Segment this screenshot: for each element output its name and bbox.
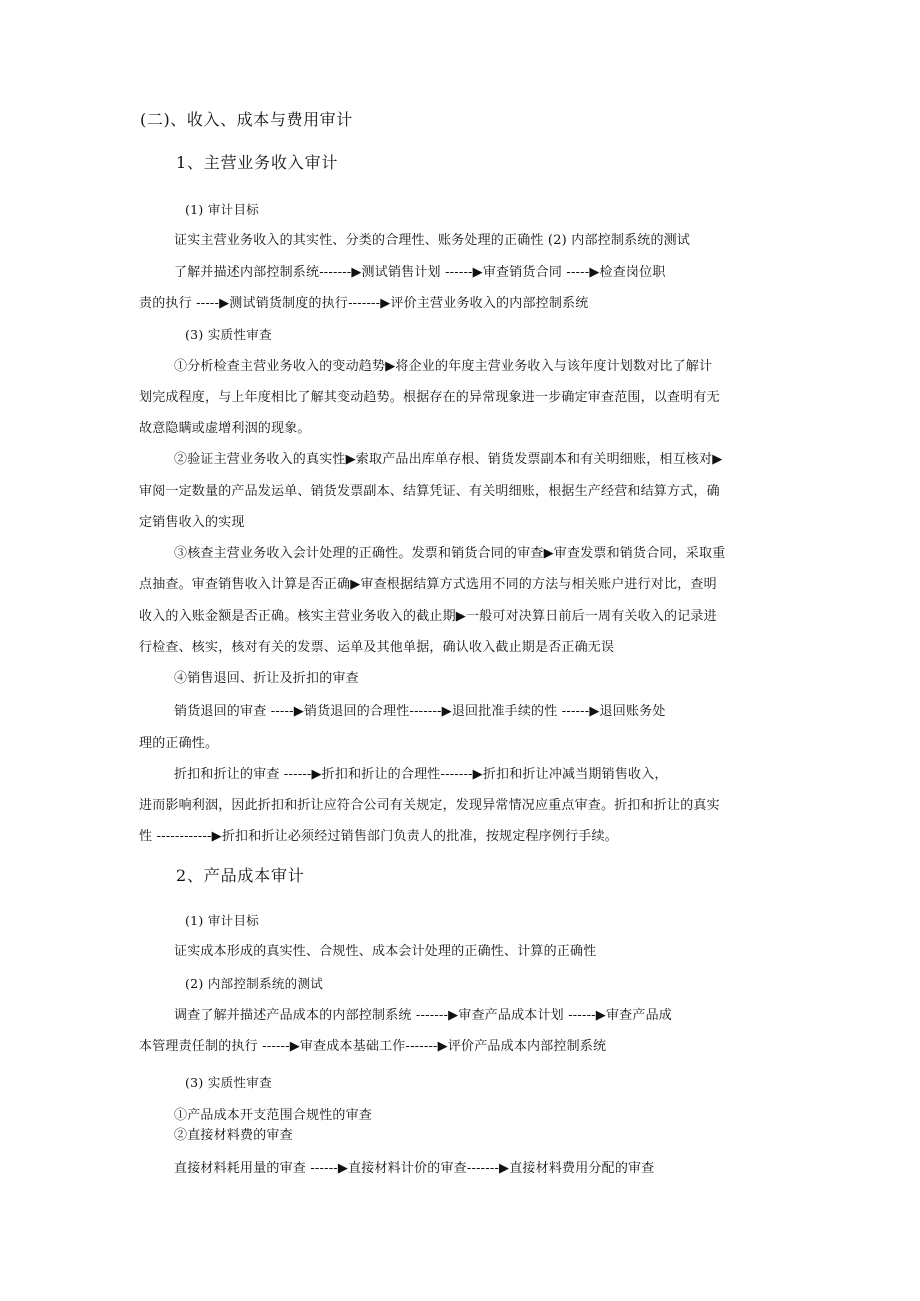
s1-p3-line-2: 点抽查。审查销售收入计算是否正确▶审查根据结算方式选用不同的方法与相关账户进行对比，查明 <box>139 577 717 592</box>
s1-objective-heading: (1) 审计目标 <box>185 202 260 217</box>
s1-objective-line: 证实主营业务收入的其实性、分类的合理性、账务处理的正确性 (2) 内部控制系统的测试 <box>174 233 691 248</box>
s2-title: 2、产品成本审计 <box>176 866 305 885</box>
s1-p3-line-1: ③核查主营业务收入会计处理的正确性。发票和销货合同的审查▶审查发票和销货合同，采取重 <box>174 546 726 561</box>
s1-title: 1、主营业务收入审计 <box>176 153 339 172</box>
section-heading: (二)、收入、成本与费用审计 <box>140 110 353 129</box>
s1-p1-line-2: 划完成程度，与上年度相比了解其变动趋势。根据存在的异常现象进一步确定审查范围，以查明有无 <box>139 390 720 405</box>
s2-objective-line: 证实成本形成的真实性、合规性、成本会计处理的正确性、计算的正确性 <box>174 944 597 959</box>
s1-p4-heading: ④销售退回、折让及折扣的审查 <box>174 671 359 686</box>
s2-item-2: ②直接材料费的审查 <box>174 1128 293 1143</box>
s1-p2-line-3: 定销售收入的实现 <box>139 515 245 530</box>
s1-p4-a-line-1: 销货退回的审查 -----▶销货退回的合理性-------▶退回批准手续的性 ------▶退回账务处 <box>174 704 666 719</box>
s1-substantive-heading: (3) 实质性审查 <box>185 327 272 342</box>
s2-ic-line-1: 调查了解并描述产品成本的内部控制系统 -------▶审查产品成本计划 ------▶审查产品成 <box>174 1008 672 1023</box>
s2-item-1: ①产品成本开支范围合规性的审查 <box>174 1108 373 1123</box>
s1-p3-line-3: 收入的入账金额是否正确。核实主营业务收入的截止期▶一般可对决算日前后一周有关收入的记录进 <box>139 609 717 624</box>
s1-p4-b-line-3: 性 ------------▶折扣和折让必须经过销售部门负责人的批准，按规定程序例行手续。 <box>139 829 618 844</box>
s2-ic-line-2: 本管理责任制的执行 ------▶审查成本基础工作-------▶评价产品成本内部控制系统 <box>139 1039 607 1054</box>
s1-p2-line-1: ②验证主营业务收入的真实性▶索取产品出库单存根、销货发票副本和有关明细账，相互核对▶ <box>174 452 723 467</box>
s1-p4-b-line-1: 折扣和折让的审查 ------▶折扣和折让的合理性-------▶折扣和折让冲减当期销售收入， <box>174 767 668 782</box>
s1-p4-a-line-2: 理的正确性。 <box>139 736 219 751</box>
s1-p1-line-3: 故意隐瞒或虚增利洇的现象。 <box>139 421 311 436</box>
s1-p1-line-1: ①分析检查主营业务收入的变动趋势▶将企业的年度主营业务收入与该年度计划数对比了解计 <box>174 359 713 374</box>
s1-ic-line-2: 责的执行 -----▶测试销货制度的执行-------▶评价主营业务收入的内部控制系统 <box>139 296 589 311</box>
s1-p2-line-2: 审阅一定数量的产品发运单、销货发票副本、结算凭证、有关明细账，根据生产经营和结算方式，确 <box>139 484 720 499</box>
s1-p4-b-line-2: 进而影响利洇，因此折扣和折让应符合公司有关规定，发现异常情况应重点审查。折扣和折让的真实 <box>139 798 720 813</box>
s1-ic-line-1: 了解并描述内部控制系统-------▶测试销售计划 ------▶审查销货合同 -----▶检查岗位职 <box>174 265 666 280</box>
s2-ic-heading: (2) 内部控制系统的测试 <box>185 976 324 991</box>
s2-last-line: 直接材料耗用量的审查 ------▶直接材料计价的审查-------▶直接材料费用分配的审查 <box>174 1161 655 1176</box>
s2-objective-heading: (1) 审计目标 <box>185 913 260 928</box>
s2-substantive-heading: (3) 实质性审查 <box>185 1075 272 1090</box>
s1-p3-line-4: 行检查、核实，核对有关的发票、运单及其他单据，确认收入截止期是否正确无误 <box>139 640 615 655</box>
